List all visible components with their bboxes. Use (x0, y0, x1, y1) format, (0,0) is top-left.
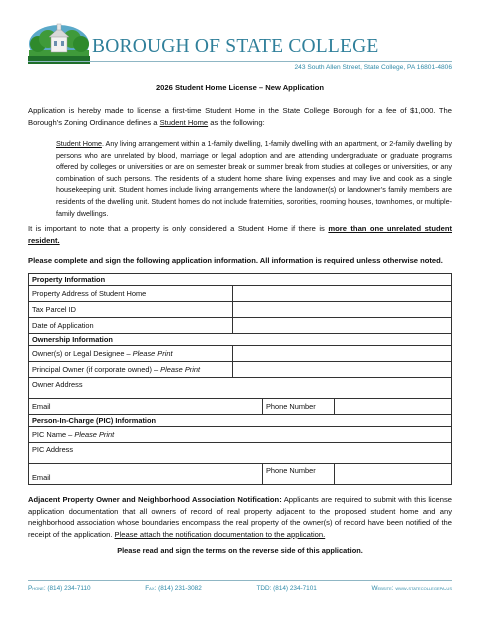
footer-phone: Phone: (814) 234-7110 (28, 585, 91, 592)
notification-attach-note: Please attach the notification documentation to the application. (114, 529, 326, 539)
pic-email-field[interactable] (29, 464, 263, 485)
owner-field[interactable] (233, 346, 452, 362)
pic-section-header: Person-In-Charge (PIC) Information (29, 415, 452, 427)
owner-email-field[interactable] (29, 399, 263, 415)
pic-address-label: PIC Address (32, 445, 74, 454)
footer-website[interactable]: Website: www.statecollegepa.us (371, 585, 452, 592)
organization-name: BOROUGH OF STATE COLLEGE (92, 36, 379, 57)
notification-paragraph (28, 494, 452, 540)
note-emphasis: more than one unrelated student resident. (28, 224, 452, 245)
application-form-table (28, 273, 452, 485)
intro-paragraph (28, 105, 452, 128)
pic-name-field[interactable] (29, 427, 452, 443)
header-divider (28, 61, 452, 62)
owner-email-label: Email (32, 402, 51, 411)
principal-label-text: Principal Owner (if corporate owned) – (32, 365, 161, 374)
principal-owner-label (29, 362, 233, 378)
tax-parcel-field[interactable] (233, 302, 452, 318)
pic-phone-label: Phone Number (263, 464, 335, 485)
borough-address: 243 South Allen Street, State College, PA 16801-4806 (294, 64, 452, 71)
pic-email-label: Email (32, 473, 51, 482)
property-section-header: Property Information (29, 274, 452, 286)
pic-phone-field[interactable] (335, 464, 452, 485)
intro-text: Application is hereby made to license a first-time Student Home in the State College Borough for a fee of $1,000. The Borough’s Zoning Ordinance defines a (28, 106, 452, 127)
definition-term: Student Home (56, 139, 102, 148)
instruction-text: Please complete and sign the following application information. All information is required unless otherwise noted. (28, 256, 443, 265)
closing-instruction: Please read and sign the terms on the reverse side of this application. (117, 546, 363, 555)
owner-address-label: Owner Address (32, 380, 83, 389)
footer-tdd: TDD: (814) 234-7101 (256, 585, 317, 592)
tax-parcel-label: Tax Parcel ID (29, 302, 233, 318)
intro-text-end: as the following: (208, 117, 265, 127)
owner-address-field[interactable] (29, 378, 452, 399)
student-home-definition (56, 138, 452, 219)
owner-label (29, 346, 233, 362)
principal-hint: Please Print (160, 365, 201, 374)
property-address-label: Property Address of Student Home (29, 286, 233, 302)
document-title: 2026 Student Home License – New Application (155, 83, 325, 92)
ownership-section-header: Ownership Information (29, 334, 452, 346)
principal-owner-field[interactable] (233, 362, 452, 378)
footer-contacts (28, 585, 452, 592)
definition-text: . Any living arrangement within a 1-family dwelling, 1-family dwelling with an apartment, or 2-family dwelling by persons who are unrelated by blood, marriage or legal adoption and are attending undergraduate or graduate programs offered by colleges or universities or are on semester break or summer break from studies at colleges or universities, or any combination of such persons. The residents of a student home share living expenses and may live and cook as a single housekeeping unit. Student homes include living arrangements where the landowner(s) or landowner’s family members are residents of the dwelling unit. Student homes do not include fraternities, sororities, rooming houses, townhomes, or multiple-family dwellings. (56, 139, 452, 218)
pic-address-field[interactable] (29, 443, 452, 464)
footer-divider (28, 580, 452, 581)
note-text: It is important to note that a property is only considered a Student Home if there is (28, 224, 329, 233)
pic-name-label: PIC Name – (32, 430, 75, 439)
borough-logo (28, 20, 90, 64)
pic-name-hint: Please Print (74, 430, 115, 439)
date-field[interactable] (233, 318, 452, 334)
date-label: Date of Application (29, 318, 233, 334)
owner-label-text: Owner(s) or Legal Designee – (32, 349, 133, 358)
owner-hint: Please Print (132, 349, 173, 358)
footer-fax: Fax: (814) 231-3082 (145, 585, 202, 592)
notification-text: Applicants are required to submit with this license application documentation that all owners of record of real property adjacent to the proposed student home and any neighborhood association whose boundaries encompass the real property of the owner(s) of record have been notified of the receipt of the application. (28, 495, 452, 539)
notification-label: Adjacent Property Owner and Neighborhood Association Notification: (28, 495, 282, 504)
important-note (28, 223, 452, 246)
owner-phone-label: Phone Number (263, 399, 335, 415)
owner-phone-field[interactable] (335, 399, 452, 415)
property-address-field[interactable] (233, 286, 452, 302)
student-home-term: Student Home (159, 117, 209, 127)
